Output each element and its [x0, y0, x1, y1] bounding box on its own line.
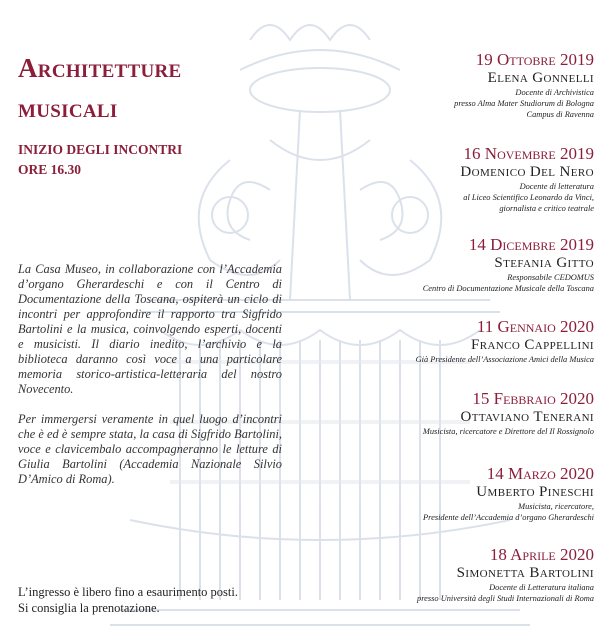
event-role-line: Musicista, ricercatore,	[518, 502, 594, 511]
event-role-line: Campus di Ravenna	[526, 110, 594, 119]
event-6	[264, 464, 594, 523]
event-role-line: Presidente dell’Accademia d’organo Gherardeschi	[423, 513, 594, 522]
event-role-line: Già Presidente dell’Associazione Amici della Musica	[415, 355, 594, 364]
intro-paragraph-2: Per immergersi veramente in quel luogo d’incontri che è ed è sempre stata, la casa di Sigfrido Bartolini, voce e clavicembalo accompagneranno le letture di Giulia Bartolini (Accademia Nazionale Silvio D’Amico di Roma).	[18, 412, 282, 486]
event-date: 15 Febbraio 2020	[472, 389, 594, 408]
event-speaker: Simonetta Bartolini	[456, 565, 594, 581]
start-time-value: ORE 16.30	[18, 162, 82, 177]
event-1	[264, 50, 594, 120]
event-role-line: presso Università degli Studi Internazionali di Roma	[417, 594, 594, 603]
event-role	[264, 426, 594, 437]
event-role-line: Responsabile CEDOMUS	[507, 273, 594, 282]
event-role-line: presso Alma Mater Studiorum di Bologna	[454, 99, 594, 108]
event-4	[264, 317, 594, 365]
event-speaker: Franco Cappellini	[470, 337, 594, 353]
event-2	[264, 144, 594, 214]
event-role-line: al Liceo Scientifico Leonardo da Vinci,	[463, 193, 594, 202]
event-speaker: Elena Gonnelli	[487, 70, 594, 86]
event-role-line: Musicista, ricercatore e Direttore del Il Rossignolo	[422, 427, 594, 436]
event-date: 18 Aprile 2020	[489, 545, 594, 564]
footer-line-1: L’ingresso è libero fino a esaurimento posti.	[18, 585, 238, 599]
intro-paragraph-1: La Casa Museo, in collaborazione con l’Accademia d’organo Gherardeschi e con il Centro di Documentazione della Toscana, ospiterà un ciclo di incontri per approfondire il rapporto tra Sigfrido Bartolini e la musica, coinvolgendo esperti, docenti e musicisti. Il diario inedito, l’archivio e la biblioteca daranno così voce a una particolare memoria storico-artistica-letteraria del nostro Novecento.	[18, 262, 282, 396]
event-role	[264, 272, 594, 294]
start-time-block	[18, 140, 182, 180]
event-role-line: Centro di Documentazione Musicale della Toscana	[422, 284, 594, 293]
event-speaker: Ottaviano Tenerani	[460, 409, 594, 425]
event-date: 14 Marzo 2020	[486, 464, 594, 483]
event-role-line: Docente di Archivistica	[515, 88, 594, 97]
event-role-line: Docente di letteratura	[519, 182, 594, 191]
event-role	[264, 354, 594, 365]
event-date: 14 Dicembre 2019	[468, 235, 594, 254]
event-speaker: Domenico Del Nero	[460, 164, 594, 180]
event-speaker: Stefania Gitto	[494, 255, 594, 271]
event-date: 16 Novembre 2019	[463, 144, 594, 163]
title-line-2: musicali	[18, 93, 118, 123]
event-role-line: Docente di Letteratura italiana	[489, 583, 594, 592]
event-role	[264, 501, 594, 523]
title-line-1: Architetture	[18, 53, 182, 83]
event-role	[264, 87, 594, 120]
footer-notice	[18, 584, 238, 616]
page-title	[18, 48, 182, 128]
event-3	[264, 235, 594, 294]
event-role-line: giornalista e critico teatrale	[499, 204, 594, 213]
footer-line-2: Si consiglia la prenotazione.	[18, 601, 160, 615]
event-date: 19 Ottobre 2019	[475, 50, 594, 69]
start-time-label: INIZIO DEGLI INCONTRI	[18, 142, 183, 157]
event-role	[264, 181, 594, 214]
event-role	[264, 582, 594, 604]
intro-text	[18, 262, 282, 502]
event-7	[264, 545, 594, 604]
event-date: 11 Gennaio 2020	[476, 317, 594, 336]
event-5	[264, 389, 594, 437]
event-speaker: Umberto Pineschi	[476, 484, 594, 500]
